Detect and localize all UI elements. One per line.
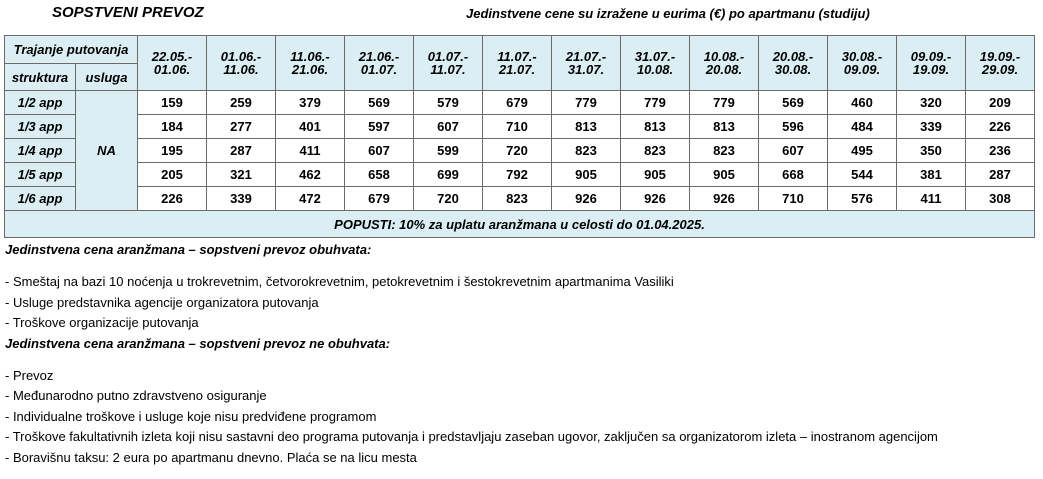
price-cell: 226 bbox=[138, 187, 207, 211]
price-cell: 579 bbox=[414, 91, 483, 115]
list-item: - Usluge predstavnika agencije organizatora putovanja bbox=[5, 294, 319, 310]
table-row bbox=[5, 163, 1035, 187]
period-header: 31.07.- 10.08. bbox=[621, 36, 690, 91]
price-cell: 379 bbox=[276, 91, 345, 115]
price-cell: 926 bbox=[621, 187, 690, 211]
price-cell: 495 bbox=[828, 139, 897, 163]
row-label: 1/6 app bbox=[5, 187, 76, 211]
price-cell: 195 bbox=[138, 139, 207, 163]
price-cell: 205 bbox=[138, 163, 207, 187]
period-header: 11.07.- 21.07. bbox=[483, 36, 552, 91]
list-item: - Prevoz bbox=[5, 367, 54, 383]
price-cell: 544 bbox=[828, 163, 897, 187]
price-cell: 287 bbox=[207, 139, 276, 163]
price-cell: 720 bbox=[483, 139, 552, 163]
list-item: - Međunarodno putno zdravstveno osiguranje bbox=[5, 388, 267, 403]
price-cell: 658 bbox=[345, 163, 414, 187]
price-cell: 339 bbox=[897, 115, 966, 139]
period-header: 21.06.- 01.07. bbox=[345, 36, 414, 91]
price-cell: 779 bbox=[621, 91, 690, 115]
price-cell: 596 bbox=[759, 115, 828, 139]
period-header: 19.09.- 29.09. bbox=[966, 36, 1035, 91]
table-row bbox=[5, 187, 1035, 211]
price-cell: 710 bbox=[483, 115, 552, 139]
price-cell: 472 bbox=[276, 187, 345, 211]
price-cell: 576 bbox=[828, 187, 897, 211]
price-cell: 607 bbox=[345, 139, 414, 163]
period-header: 20.08.- 30.08. bbox=[759, 36, 828, 91]
price-cell: 905 bbox=[552, 163, 621, 187]
excludes-heading: Jedinstvena cena aranžmana – sopstveni prevoz ne obuhvata: bbox=[5, 335, 391, 351]
structure-header: struktura bbox=[5, 64, 76, 91]
price-cell: 813 bbox=[552, 115, 621, 139]
price-cell: 607 bbox=[759, 139, 828, 163]
price-cell: 184 bbox=[138, 115, 207, 139]
list-item: - Boravišnu taksu: 2 eura po apartmanu dnevno. Plaća se na licu mesta bbox=[5, 449, 417, 465]
period-header: 09.09.- 19.09. bbox=[897, 36, 966, 91]
list-item: - Troškove fakultativnih izleta koji nisu sastavni deo programa putovanja i predstavljaju zaseban ugovor, zaključen sa organizatorom izleta – inostranom agencijom bbox=[5, 429, 938, 444]
price-cell: 792 bbox=[483, 163, 552, 187]
price-cell: 401 bbox=[276, 115, 345, 139]
table-row bbox=[5, 139, 1035, 163]
price-cell: 159 bbox=[138, 91, 207, 115]
period-header: 01.06.- 11.06. bbox=[207, 36, 276, 91]
price-cell: 209 bbox=[966, 91, 1035, 115]
price-cell: 607 bbox=[414, 115, 483, 139]
price-cell: 321 bbox=[207, 163, 276, 187]
price-cell: 779 bbox=[690, 91, 759, 115]
price-table bbox=[4, 35, 1035, 238]
period-header: 21.07.- 31.07. bbox=[552, 36, 621, 91]
price-cell: 287 bbox=[966, 163, 1035, 187]
row-label: 1/4 app bbox=[5, 139, 76, 163]
includes-heading: Jedinstvena cena aranžmana – sopstveni prevoz obuhvata: bbox=[5, 242, 372, 257]
period-header: 30.08.- 09.09. bbox=[828, 36, 897, 91]
page-title: SOPSTVENI PREVOZ bbox=[52, 4, 204, 21]
header-row-top bbox=[5, 36, 1035, 64]
price-cell: 308 bbox=[966, 187, 1035, 211]
period-header: 22.05.- 01.06. bbox=[138, 36, 207, 91]
price-cell: 236 bbox=[966, 139, 1035, 163]
row-label: 1/3 app bbox=[5, 115, 76, 139]
price-cell: 599 bbox=[414, 139, 483, 163]
price-cell: 460 bbox=[828, 91, 897, 115]
period-header: 11.06.- 21.06. bbox=[276, 36, 345, 91]
price-cell: 905 bbox=[690, 163, 759, 187]
price-cell: 905 bbox=[621, 163, 690, 187]
service-cell: NA bbox=[76, 91, 138, 211]
table-row bbox=[5, 115, 1035, 139]
price-cell: 699 bbox=[414, 163, 483, 187]
price-note: Jedinstvene cene su izražene u eurima (€) po apartmanu (studiju) bbox=[466, 6, 870, 21]
period-header: 01.07.- 11.07. bbox=[414, 36, 483, 91]
service-header: usluga bbox=[76, 64, 138, 91]
price-cell: 679 bbox=[483, 91, 552, 115]
list-item: - Smeštaj na bazi 10 noćenja u trokrevetnim, četvorokrevetnim, petokrevetnim i šestokrevetnim apartmanima Vasiliki bbox=[5, 274, 674, 289]
duration-header: Trajanje putovanja bbox=[5, 36, 138, 64]
price-cell: 679 bbox=[345, 187, 414, 211]
discount-row bbox=[5, 211, 1035, 238]
price-cell: 569 bbox=[759, 91, 828, 115]
price-cell: 259 bbox=[207, 91, 276, 115]
price-cell: 277 bbox=[207, 115, 276, 139]
price-cell: 823 bbox=[552, 139, 621, 163]
list-item: - Individualne troškove i usluge koje nisu predviđene programom bbox=[5, 408, 377, 424]
price-cell: 779 bbox=[552, 91, 621, 115]
price-cell: 226 bbox=[966, 115, 1035, 139]
price-cell: 411 bbox=[276, 139, 345, 163]
price-cell: 823 bbox=[483, 187, 552, 211]
price-cell: 823 bbox=[690, 139, 759, 163]
price-cell: 569 bbox=[345, 91, 414, 115]
period-header: 10.08.- 20.08. bbox=[690, 36, 759, 91]
page-header bbox=[0, 0, 1043, 28]
price-cell: 926 bbox=[552, 187, 621, 211]
price-cell: 339 bbox=[207, 187, 276, 211]
price-cell: 350 bbox=[897, 139, 966, 163]
price-cell: 381 bbox=[897, 163, 966, 187]
row-label: 1/5 app bbox=[5, 163, 76, 187]
discount-note: POPUSTI: 10% za uplatu aranžmana u celosti do 01.04.2025. bbox=[5, 211, 1035, 238]
price-cell: 320 bbox=[897, 91, 966, 115]
notes-section bbox=[5, 242, 938, 470]
price-cell: 926 bbox=[690, 187, 759, 211]
price-cell: 710 bbox=[759, 187, 828, 211]
price-cell: 462 bbox=[276, 163, 345, 187]
list-item: - Troškove organizacije putovanja bbox=[5, 315, 199, 330]
price-cell: 484 bbox=[828, 115, 897, 139]
price-cell: 813 bbox=[690, 115, 759, 139]
price-cell: 720 bbox=[414, 187, 483, 211]
price-cell: 411 bbox=[897, 187, 966, 211]
price-cell: 597 bbox=[345, 115, 414, 139]
row-label: 1/2 app bbox=[5, 91, 76, 115]
price-cell: 813 bbox=[621, 115, 690, 139]
table-row bbox=[5, 91, 1035, 115]
price-cell: 823 bbox=[621, 139, 690, 163]
price-cell: 668 bbox=[759, 163, 828, 187]
